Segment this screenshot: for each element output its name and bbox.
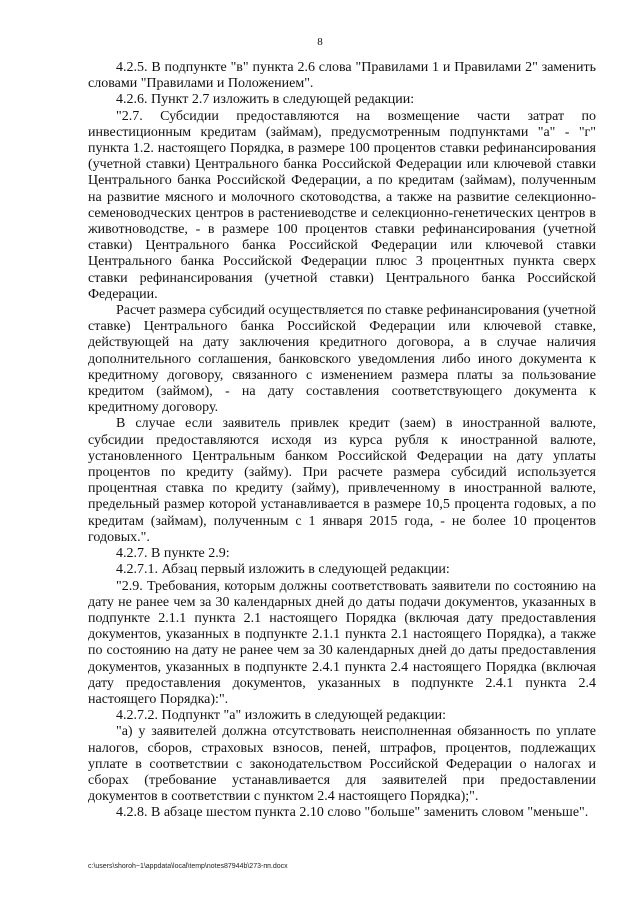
paragraph-4-2-7-1: 4.2.7.1. Абзац первый изложить в следующей редакции: <box>116 562 450 578</box>
paragraph-4-2-8: 4.2.8. В абзаце шестом пункта 2.10 слово "больше" заменить словом "меньше". <box>116 805 589 821</box>
paragraph-4-2-6: 4.2.6. Пункт 2.7 изложить в следующей редакции: <box>116 92 415 108</box>
paragraph-2-7-subsidies: "2.7. Субсидии предоставляются на возмещение части затрат по инвестиционным кредитам (займам), предусмотренным подпунктами "а" - "г" пункта 1.2. настоящего Порядка, в размере 100 процентов ставки рефинансирования (учетной ставки) Центрального банка Российской Федерации или ключевой ставки Центрального банка Российской Федерации, а по кредитам (займам), полученным на развитие мясного и молочного скотоводства, а также на развитие селекционно-семеноводческих центров в растениеводстве и селекционно-генетических центров в животноводстве, - в размере 100 процентов ставки рефинансирования (учетной ставки) Центрального банка Российской Федерации или ключевой ставки Центрального банка Российской Федерации плюс 3 процентных пункта сверх ставки рефинансирования (учетной ставки) Центрального банка Российской Федерации. <box>88 108 596 302</box>
page-number: 8 <box>317 36 323 48</box>
paragraph-4-2-5: 4.2.5. В подпункте "в" пункта 2.6 слова "Правилами 1 и Правилами 2" заменить словами "Правилами и Положением". <box>88 60 596 92</box>
paragraph-subpoint-a: "а) у заявителей должна отсутствовать неисполненная обязанность по уплате налогов, сборов, страховых взносов, пеней, штрафов, процентов, подлежащих уплате в соответствии с законодательством Российской Федерации о налогах и сборах (требование устанавливается для заявителей при предоставлении документов в соответствии с пунктом 2.4 настоящего Порядка);". <box>88 724 596 805</box>
paragraph-4-2-7: 4.2.7. В пункте 2.9: <box>116 546 230 562</box>
paragraph-subsidy-calculation: Расчет размера субсидий осуществляется по ставке рефинансирования (учетной ставке) Центрального банка Российской Федерации или ключевой ставке, действующей на дату заключения кредитного договора, а в случае наличия дополнительного соглашения, банковского уведомления либо иного документа к кредитному договору, связанного с изменением размера платы за пользование кредитом (займом), - на дату составления соответствующего документа к кредитному договору. <box>88 303 596 416</box>
paragraph-2-9-requirements: "2.9. Требования, которым должны соответствовать заявители по состоянию на дату не ранее чем за 30 календарных дней до даты подачи документов, указанных в подпункте 2.1.1 пункта 2.1 настоящего Порядка (включая дату предоставления документов, указанных в подпункте 2.1.1 пункта 2.1 настоящего Порядка), а также по состоянию на дату не ранее чем за 30 календарных дней до даты предоставления документов, указанных в подпункте 2.4.1 пункта 2.4 настоящего Порядка (включая дату предоставления документов, указанных в подпункте 2.4.1 пункта 2.4 настоящего Порядка):". <box>88 578 596 707</box>
paragraph-4-2-7-2: 4.2.7.2. Подпункт "а" изложить в следующей редакции: <box>116 708 446 724</box>
paragraph-foreign-currency: В случае если заявитель привлек кредит (заем) в иностранной валюте, субсидии предоставляются исходя из курса рубля к иностранной валюте, установленного Центральным банком Российской Федерации на дату уплаты процентов по кредиту (займу). При расчете размера субсидий используется процентная ставка по кредиту (займу), привлеченному в иностранной валюте, предельный размер которой устанавливается в размере 10,5 процента годовых, а по кредитам (займам), полученным с 1 января 2015 года, - не более 10 процентов годовых.". <box>88 416 596 545</box>
document-body <box>88 60 596 822</box>
footer-file-path: c:\users\shoroh~1\appdata\local\temp\notes87944b\273-пп.docx <box>88 863 288 870</box>
